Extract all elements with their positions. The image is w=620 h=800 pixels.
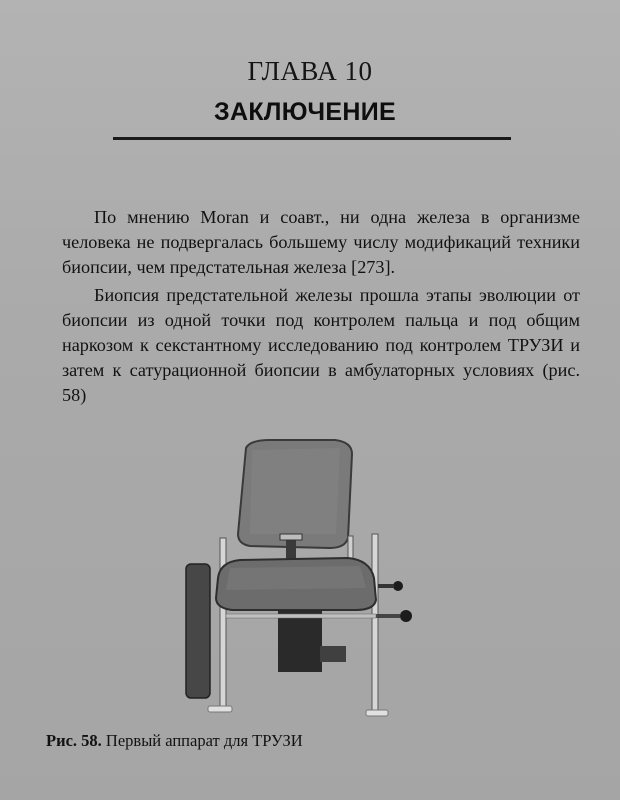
knob-upper [393, 581, 403, 591]
paragraph-1: По мнению Moran и соавт., ни одна железа в организме человека не подвергалась большему числу модификаций техники биопсии, чем предстательная железа [273]. [62, 207, 580, 277]
body-text [62, 205, 580, 411]
knob-lower [400, 610, 412, 622]
control-box [278, 610, 322, 672]
paragraph-2: Биопсия предстательной железы прошла этапы эволюции от биопсии из одной точки под контролем пальца и под общим наркозом к секстантному исследованию под контролем ТРУЗИ и затем к сатурационной биопсии в амбулаторных условиях (рис. 58) [62, 285, 580, 405]
caption-text: Первый аппарат для ТРУЗИ [105, 731, 303, 750]
chapter-number: ГЛАВА 10 [247, 56, 373, 86]
side-pad [186, 564, 210, 698]
chair-frame-right [372, 534, 378, 712]
title-underline [113, 137, 511, 140]
chapter-title: ЗАКЛЮЧЕНИЕ [214, 98, 396, 126]
chair-photo [180, 438, 420, 723]
figure-caption [46, 731, 303, 751]
chair-frame-left [220, 538, 226, 708]
caption-label: Рис. 58. [46, 731, 102, 750]
